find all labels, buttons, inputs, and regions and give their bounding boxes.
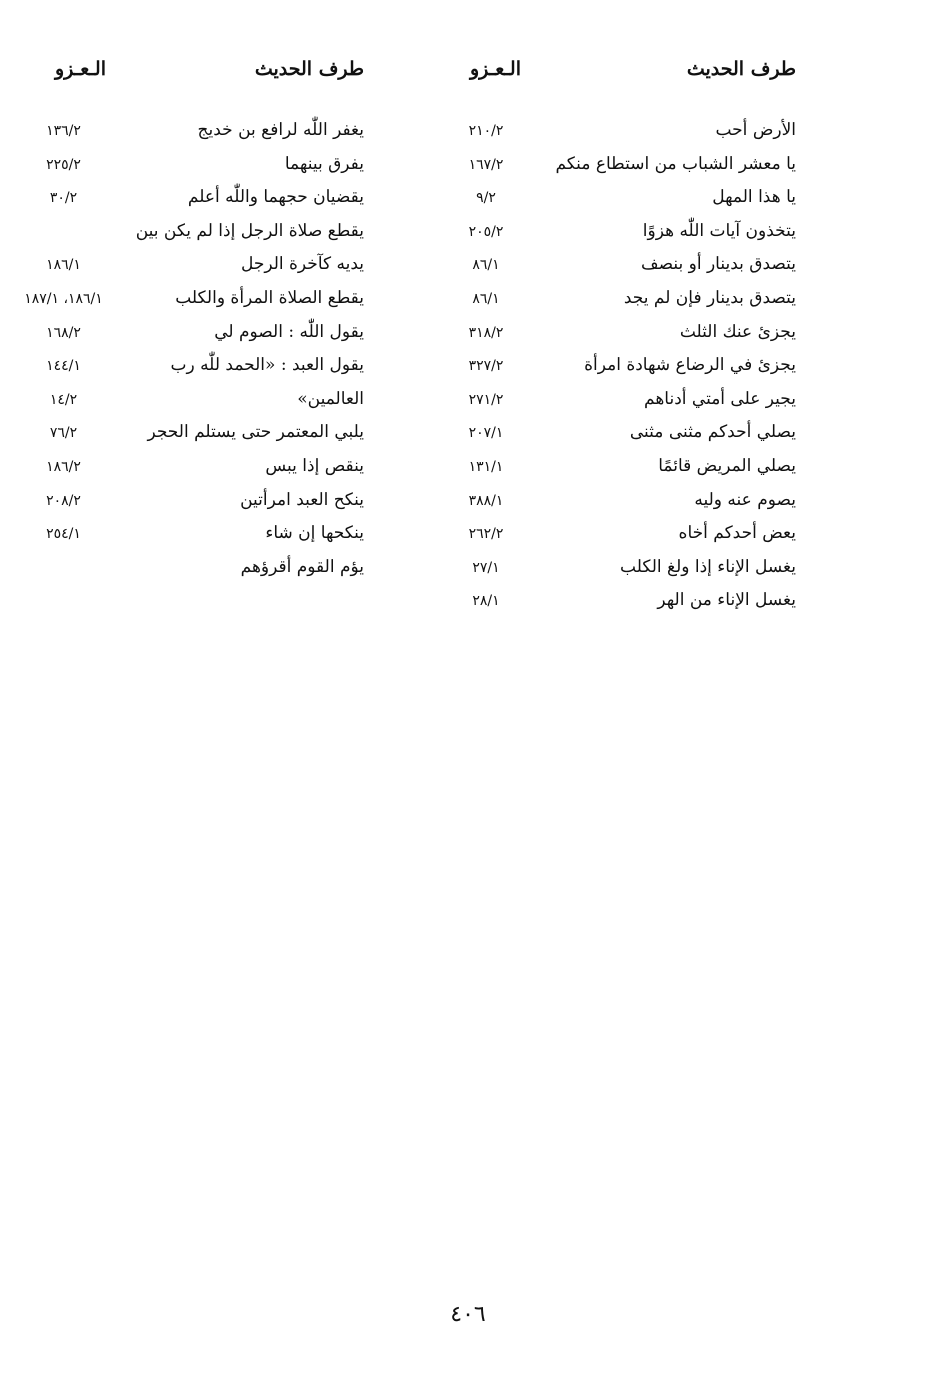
index-row	[16, 221, 436, 255]
hadith-text: يتصدق بدينار فإن لم يجد	[623, 287, 796, 308]
index-row	[16, 456, 436, 490]
hadith-ref: ٨٦/١	[472, 290, 500, 307]
hadith-ref: ٢٧/١	[472, 559, 500, 576]
index-row	[16, 154, 436, 188]
hadith-text: يا معشر الشباب من استطاع منكم	[555, 153, 796, 174]
hadith-text: يقطع صلاة الرجل إذا لم يكن بين	[135, 220, 364, 241]
hadith-ref: ١٨٦/١	[46, 257, 81, 274]
hadith-text: يجزئ في الرضاع شهادة امرأة	[584, 355, 796, 376]
hadith-text: العالمين»	[297, 388, 364, 409]
index-row	[356, 590, 796, 624]
hadith-ref: ٣٠/٢	[49, 190, 78, 207]
hadith-text: يصلي أحدكم مثنى مثنى	[629, 422, 796, 443]
hadith-ref: ٢٨/١	[472, 593, 500, 610]
hadith-ref: ١٦٧/٢	[468, 156, 504, 173]
header-hadith-label: طرف الحديث	[686, 58, 796, 80]
hadith-ref	[16, 557, 111, 560]
hadith-text: يؤم القوم أقرؤهم	[240, 556, 364, 577]
hadith-text: يعض أحدكم أخاه	[678, 523, 796, 544]
hadith-text: يغسل الإناء من الهر	[657, 590, 796, 611]
hadith-text: يقول العبد : «الحمد للّٰه رب	[170, 355, 364, 376]
hadith-text: الأرض أحب	[715, 120, 796, 140]
index-row	[16, 187, 436, 221]
hadith-ref: ٩/٢	[476, 190, 496, 207]
header-hadith-label: طرف الحديث	[254, 58, 364, 80]
hadith-text: يا هذا المهل	[712, 187, 796, 208]
page-number: ٤٠٦	[450, 1302, 486, 1327]
index-row	[16, 120, 436, 154]
hadith-ref: ٨٦/١	[472, 257, 500, 274]
hadith-ref: ٣٨٨/١	[468, 492, 504, 509]
hadith-ref: ٢٢٥/٢	[46, 156, 81, 173]
hadith-text: يغفر اللّٰه لرافع بن خديج	[197, 120, 364, 140]
hadith-ref: ٢٧١/٢	[468, 391, 504, 408]
hadith-ref: ٢٠٧/١	[468, 425, 504, 442]
left-column	[16, 58, 436, 577]
hadith-ref: ٣١٨/٢	[468, 324, 504, 341]
hadith-ref: ١٣٦/٢	[46, 123, 81, 139]
index-row	[16, 355, 436, 389]
hadith-text: ينقص إذا يبس	[265, 455, 364, 476]
hadith-text: يتصدق بدينار أو بنصف	[641, 254, 796, 275]
hadith-ref: ١٦٨/٢	[46, 324, 81, 341]
index-row	[16, 490, 436, 524]
hadith-ref: ٢٠٨/٢	[46, 492, 81, 509]
index-row	[16, 322, 436, 356]
index-row	[16, 288, 436, 322]
index-row	[16, 557, 436, 591]
hadith-ref: ١٣١/١	[468, 458, 504, 475]
hadith-ref: ٧٦/٢	[49, 425, 78, 442]
hadith-ref: ١٤٤/١	[46, 358, 81, 375]
header-azw-label: الـعـزو	[54, 58, 106, 80]
hadith-text: يتخذون آيات اللّٰه هزوًا	[642, 220, 796, 241]
hadith-text: يقضيان حجهما واللّٰه أعلم	[187, 187, 364, 208]
left-rows	[16, 120, 436, 590]
hadith-ref	[16, 221, 111, 224]
hadith-ref: ٢٠٥/٢	[468, 223, 504, 240]
hadith-text: يلبي المعتمر حتى يستلم الحجر	[147, 422, 364, 443]
hadith-text: يجير على أمتي أدناهم	[644, 388, 796, 409]
index-row	[16, 254, 436, 288]
hadith-ref: ٢١٠/٢	[468, 123, 504, 139]
hadith-text: يديه كآخرة الرجل	[240, 254, 364, 275]
hadith-ref: ٣٢٧/٢	[468, 358, 504, 375]
hadith-ref: ٢٥٤/١	[46, 526, 81, 543]
index-row	[16, 523, 436, 557]
hadith-text: يصلي المريض قائمًا	[658, 455, 796, 476]
header-azw-label: الـعـزو	[469, 58, 521, 80]
hadith-text: يقول اللّٰه : الصوم لي	[214, 321, 364, 342]
hadith-text: يقطع الصلاة المرأة والكلب	[175, 287, 364, 308]
hadith-text: يصوم عنه وليه	[694, 489, 796, 510]
hadith-text: يجزئ عنك الثلث	[679, 321, 796, 342]
index-row	[16, 422, 436, 456]
index-row	[16, 389, 436, 423]
hadith-text: ينكحها إن شاء	[265, 523, 364, 544]
hadith-text: يغسل الإناء إذا ولغ الكلب	[620, 556, 796, 577]
hadith-text: ينكح العبد امرأتين	[240, 489, 364, 510]
hadith-ref: ١٤/٢	[49, 391, 78, 408]
left-column-header	[16, 58, 436, 94]
hadith-text: يفرق بينهما	[284, 153, 364, 174]
hadith-ref: ٢٦٢/٢	[468, 526, 504, 543]
hadith-ref: ١٨٦/١، ١٨٧/١	[24, 290, 103, 307]
hadith-ref: ١٨٦/٢	[46, 458, 81, 475]
